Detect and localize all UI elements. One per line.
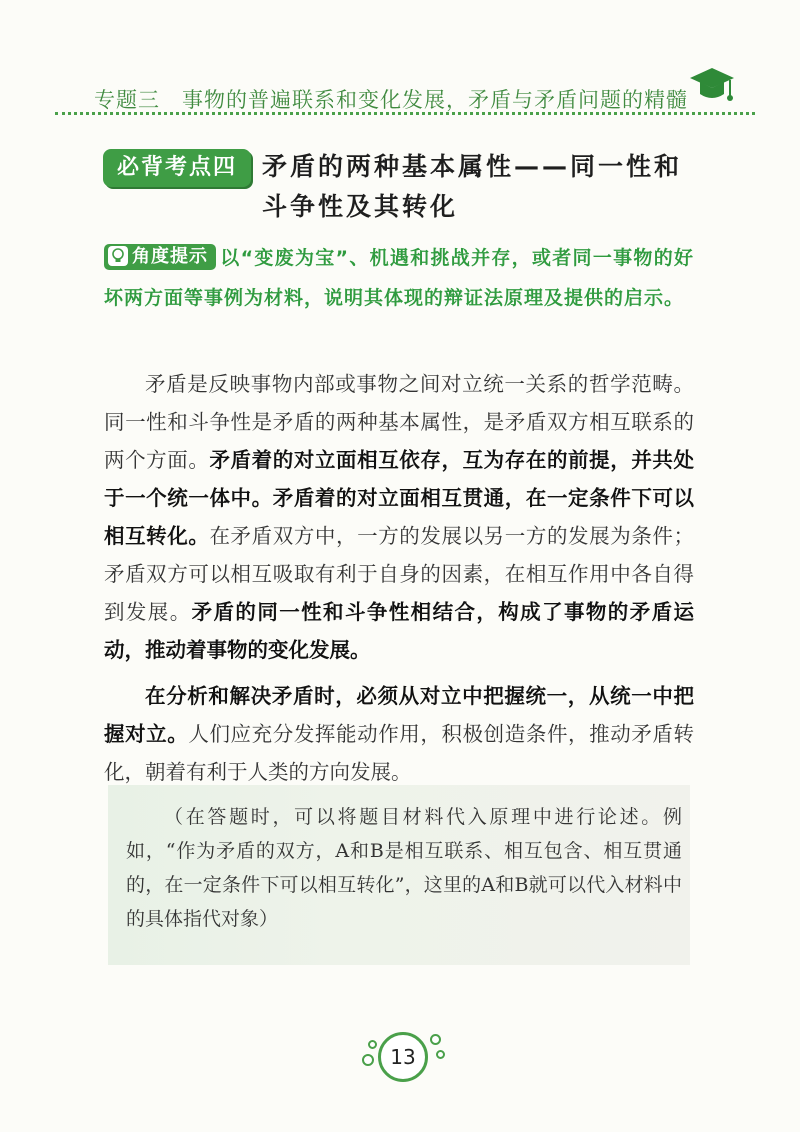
hint-block	[104, 238, 694, 318]
header-divider	[55, 112, 755, 115]
page-number-badge	[360, 1030, 450, 1080]
paragraph-2	[104, 677, 694, 791]
p2-sentence-1: 在分析和解决矛盾时，必须从对立中把握统一，从统一中把握对立。	[104, 684, 694, 746]
note-paragraph: （在答题时，可以将题目材料代入原理中进行论述。例如，“作为矛盾的双方，A和B是相互联系、相互包含、相互贯通的，在一定条件下可以相互转化”，这里的A和B就可以代入材料中的具体指代对象）	[126, 806, 682, 930]
hint-tag-label: 角度提示	[132, 246, 208, 267]
decor-bubble	[436, 1050, 445, 1059]
hint-text: 以“变废为宝”、机遇和挑战并存，或者同一事物的好坏两方面等事例为材料，说明其体现的辩证法原理及提供的启示。	[104, 247, 694, 309]
paragraph-1	[104, 365, 694, 669]
p2-sentence-2: 人们应充分发挥能动作用，积极创造条件，推动矛盾转化，朝着有利于人类的方向发展。	[104, 722, 695, 784]
note-text	[126, 800, 682, 936]
graduation-cap-icon	[688, 64, 736, 108]
section-badge: 必背考点四	[103, 149, 251, 187]
chapter-title: 专题三 事物的普遍联系和变化发展，矛盾与矛盾问题的精髓	[94, 88, 688, 112]
p1-sentence-1: 矛盾是反映事物内部或事物之间对立统一关系的哲学范畴。同一性和斗争性是矛盾的两种基本属性，是矛盾双方相互联系的两个方面。	[104, 372, 694, 472]
hint-tag	[104, 244, 216, 270]
p1-sentence-2: 矛盾着的对立面相互依存，互为存在的前提，并共处于一个统一体中。矛盾着的对立面相互贯通，在一定条件下可以相互转化。	[104, 448, 695, 548]
p1-sentence-4: 矛盾的同一性和斗争性相结合，构成了事物的矛盾运动，推动着事物的变化发展。	[104, 600, 695, 662]
section-title: 矛盾的两种基本属性——同一性和斗争性及其转化	[262, 152, 683, 221]
decor-bubble	[368, 1040, 377, 1049]
decor-bubble	[362, 1054, 374, 1066]
body-text	[104, 365, 694, 799]
p1-sentence-3: 在矛盾双方中，一方的发展以另一方的发展为条件；矛盾双方可以相互吸取有利于自身的因素，在相互作用中各自得到发展。	[104, 524, 695, 624]
decor-bubble	[430, 1034, 441, 1045]
page-number: 13	[378, 1032, 428, 1082]
lightbulb-icon	[108, 246, 128, 266]
